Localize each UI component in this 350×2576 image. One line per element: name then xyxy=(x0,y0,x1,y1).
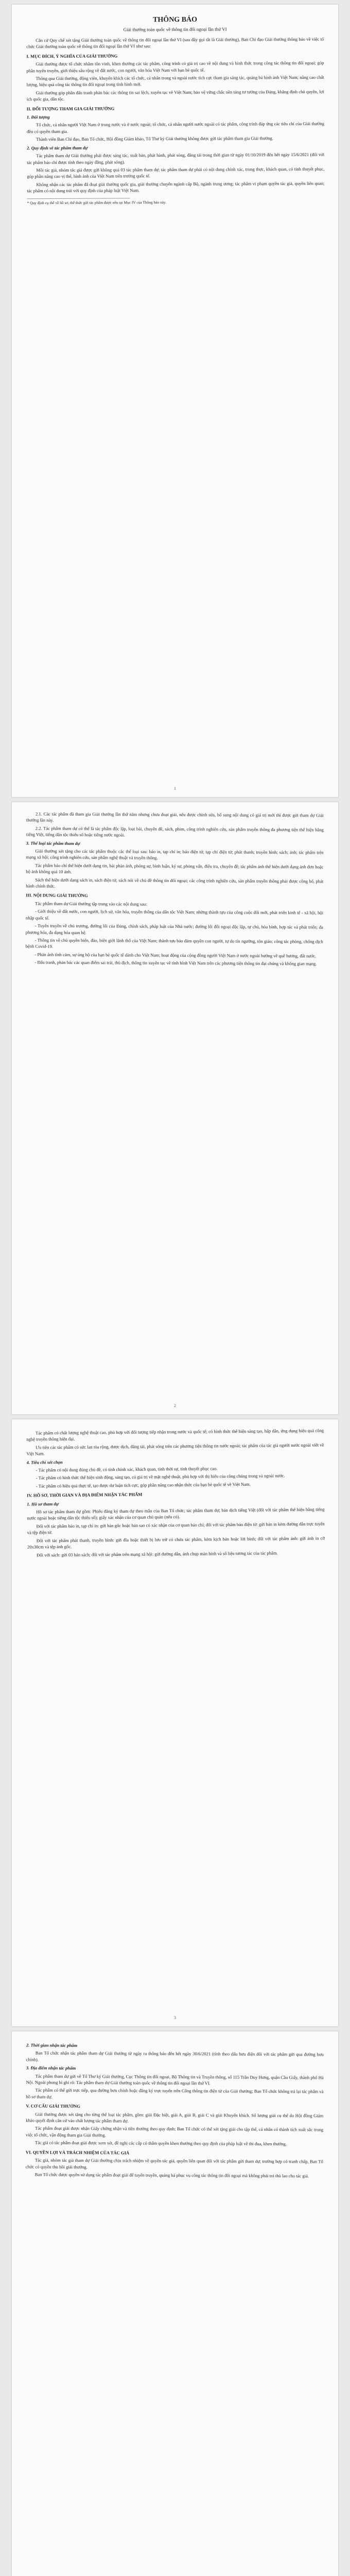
section-heading: II. ĐỐI TƯỢNG THAM GIA GIẢI THƯỞNG xyxy=(26,106,115,111)
page-1-content xyxy=(26,14,325,206)
paragraph: 2.1. Các tác phẩm đã tham gia Giải thưởng lần thứ năm nhưng chưa đoạt giải, nếu được chỉnh sửa, bổ sung nội dung có giá trị mới thì được gửi tham dự Giải thưởng lần này. xyxy=(26,811,324,823)
paragraph: Đối với sách: gửi 03 bản sách; đối với tác phẩm trên mạng xã hội: gửi đường dẫn, ảnh chụp màn hình và số liệu tương tác của tác phẩm. xyxy=(37,1550,278,1557)
document-subtitle: Giải thưởng toàn quốc về thông tin đối ngoại lần thứ VI xyxy=(123,26,227,32)
section-heading: III. NỘI DUNG GIẢI THƯỞNG xyxy=(26,892,88,899)
paragraph: Thông qua Giải thưởng, động viên, khuyến khích các tổ chức, cá nhân trong và ngoài nước tích cực tham gia sáng tác, quảng bá hình ảnh Việt Nam; nâng cao chất lượng, hiệu quả công tác thông tin đối ngoại trong tình hình mới. xyxy=(26,74,324,88)
paragraph: Giải thưởng được tổ chức nhằm tôn vinh, khen thưởng các tác phẩm, công trình có giá trị cao về nội dung và hình thức trong công tác thông tin đối ngoại; góp phần tuyên truyền, giới thiệu sâu rộng về đất nước, con người, văn hóa Việt Nam với bạn bè quốc tế. xyxy=(26,60,324,73)
paragraph: Thành viên Ban Chỉ đạo, Ban Tổ chức, Hội đồng Giám khảo, Tổ Thư ký Giải thưởng không được gửi tác phẩm tham gia Giải thưởng. xyxy=(36,135,274,142)
paragraph: - Phản ánh tình cảm, sự ủng hộ của bạn bè quốc tế dành cho Việt Nam; hoạt động của cộng đồng người Việt Nam ở nước ngoài hướng về quê hương, đất nước. xyxy=(34,952,317,959)
paragraph: Giải thưởng xét tặng cho các tác phẩm thuộc các thể loại sau: báo in, tạp chí in; báo điện tử, tạp chí điện tử; phát thanh; truyền hình; sách; ảnh; tác phẩm trên mạng xã hội; công trình nghiên cứu, sản phẩm nghệ thuật và truyền thông. xyxy=(26,848,324,861)
page-number: 1 xyxy=(174,786,176,791)
subsection-heading: 1. Hồ sơ tham dự xyxy=(27,1501,59,1507)
paragraph: Tác phẩm tham dự Giải thưởng tập trung vào các nội dung sau: xyxy=(35,901,147,907)
paragraph: Ban Tổ chức nhận tác phẩm tham dự Giải thưởng từ ngày ra thông báo đến hết ngày 30/6/2021 (tính theo dấu bưu điện đối với tác phẩm gửi qua đường bưu chính). xyxy=(26,2050,324,2062)
page-number: 2 xyxy=(174,1403,176,1408)
page-4-content xyxy=(26,2042,324,2179)
paragraph: Tổ chức, cá nhân người Việt Nam ở trong nước và ở nước ngoài; tổ chức, cá nhân người nước ngoài có tác phẩm, công trình đáp ứng các tiêu chí của Giải thưởng đều có quyền tham gia. xyxy=(26,121,324,134)
subsection-heading: 3. Thể loại tác phẩm tham dự xyxy=(26,840,80,846)
page-3-content xyxy=(26,1427,325,1558)
paragraph: - Tác phẩm có nội dung đúng chủ đề, có tính chính xác, khách quan, tính thời sự, tính thuyết phục cao. xyxy=(36,1466,218,1473)
paragraph: Ưu tiên các tác phẩm có sức lan tỏa rộng, được dịch, đăng tải, phát sóng trên các phương tiện thông tin nước ngoài; tác phẩm của tác giả người nước ngoài viết về Việt Nam. xyxy=(26,1442,324,1456)
paragraph: Tác giả, nhóm tác giả tham dự Giải thưởng chịu trách nhiệm về quyền tác giả, quyền liên quan đối với tác phẩm gửi tham dự; trường hợp có tranh chấp, Ban Tổ chức có quyền thu hồi giải thưởng. xyxy=(25,2157,323,2170)
page-2-body xyxy=(25,810,324,967)
page-4 xyxy=(11,2031,339,2576)
paragraph: Tác giả có tác phẩm đoạt giải được xem xét, đề nghị các cấp có thẩm quyền khen thưởng theo quy định của pháp luật về thi đua, khen thưởng. xyxy=(34,2140,287,2147)
page-3-body xyxy=(26,1427,325,1558)
paragraph: Giải thưởng góp phần đấu tranh phản bác các thông tin sai lệch, xuyên tạc về Việt Nam; bảo vệ vững chắc nền tảng tư tưởng của Đảng, khẳng định chủ quyền, lợi ích quốc gia, dân tộc. xyxy=(26,89,324,102)
section-heading: V. CƠ CẤU GIẢI THƯỞNG xyxy=(26,2103,80,2109)
paragraph: Hồ sơ tác phẩm tham dự gồm: Phiếu đăng ký tham dự theo mẫu của Ban Tổ chức; tác phẩm tham dự; bản dịch tiếng Việt (đối với tác phẩm thể hiện bằng tiếng nước ngoài hoặc tiếng dân tộc thiểu số); giấy xác nhận của cơ quan chủ quản (nếu có). xyxy=(27,1506,325,1521)
paragraph: - Tuyên truyền về chủ trương, đường lối của Đảng, chính sách, pháp luật của Nhà nước; đường lối đối ngoại độc lập, tự chủ, hòa bình, hợp tác và phát triển; đa phương hóa, đa dạng hóa quan hệ. xyxy=(25,923,323,935)
paragraph: 2.2. Tác phẩm tham dự có thể là tác phẩm độc lập, loạt bài, chuyên đề, sách, phim, công trình nghiên cứu, sản phẩm truyền thông đa phương tiện thể hiện bằng tiếng Việt, tiếng dân tộc thiểu số hoặc tiếng nước ngoài. xyxy=(26,825,324,838)
paragraph: Mỗi tác giả, nhóm tác giả được gửi không quá 03 tác phẩm tham dự; tác phẩm tham dự phải có nội dung chính xác, trung thực, khách quan, có tính thuyết phục, góp phần nâng cao vị thế, hình ảnh của Việt Nam trên trường quốc tế. xyxy=(27,166,325,179)
page-1 xyxy=(11,4,339,798)
paragraph: - Giới thiệu về đất nước, con người, lịch sử, văn hóa, truyền thống của dân tộc Việt Nam; những thành tựu của công cuộc đổi mới, phát triển kinh tế - xã hội, hội nhập quốc tế. xyxy=(25,908,323,921)
paragraph: Căn cứ Quy chế xét tặng Giải thưởng toàn quốc về thông tin đối ngoại lần thứ VI (sau đây gọi tắt là Giải thưởng), Ban Chỉ đạo Giải thưởng thông báo về việc tổ chức Giải thưởng toàn quốc về thông tin đối ngoại lần thứ VI như sau: xyxy=(26,36,324,49)
paragraph: Ban Tổ chức được quyền sử dụng tác phẩm đoạt giải để tuyên truyền, quảng bá phục vụ công tác thông tin đối ngoại mà không phải trả thù lao cho tác giả. xyxy=(34,2172,309,2179)
subsection-heading: 3. Địa điểm nhận tác phẩm xyxy=(26,2065,76,2071)
footnote: * Quy định cụ thể về hồ sơ, thể thức gửi tác phẩm được nêu tại Mục IV của Thông báo này. xyxy=(27,199,167,205)
document-title: THÔNG BÁO xyxy=(153,15,198,24)
paragraph: Tác phẩm báo chí thể hiện dưới dạng tin, bài phản ánh, phóng sự, bình luận, ký sự, phỏng vấn, điều tra, chuyên đề; tác phẩm ảnh thể hiện dưới dạng ảnh đơn hoặc bộ ảnh không quá 10 ảnh. xyxy=(26,862,324,875)
section-heading: VI. QUYỀN LỢI VÀ TRÁCH NHIỆM CỦA TÁC GIẢ xyxy=(25,2149,130,2156)
paragraph: Tác phẩm đoạt giải được nhận Giấy chứng nhận và tiền thưởng theo quy định; Ban Tổ chức có thể xét tặng giải cho tập thể, cá nhân có thành tích xuất sắc trong việc tổ chức, vận động tham gia Giải thưởng. xyxy=(26,2126,324,2138)
section-heading: IV. HỒ SƠ, THỜI GIAN VÀ ĐỊA ĐIỂM NHẬN TÁC PHẨM xyxy=(27,1492,143,1498)
page-1-body xyxy=(26,36,324,206)
page-3 xyxy=(11,1419,339,2027)
page-2-content xyxy=(25,810,324,967)
paragraph: - Tác phẩm có hình thức thể hiện sinh động, sáng tạo, có giá trị về mặt nghệ thuật, phù hợp với thị hiếu của công chúng trong và ngoài nước. xyxy=(36,1473,285,1481)
subsection-heading: 2. Thời gian nhận tác phẩm xyxy=(26,2042,78,2048)
paragraph: Sách thể hiện dưới dạng sách in, sách điện tử, sách nói về chủ đề thông tin đối ngoại; các công trình nghiên cứu, sản phẩm truyền thông phải được công bố, phát hành chính thức. xyxy=(26,877,324,889)
paragraph: Tác phẩm tham dự gửi về Tổ Thư ký Giải thưởng, Cục Thông tin đối ngoại, Bộ Thông tin và Truyền thông, số 115 Trần Duy Hưng, quận Cầu Giấy, thành phố Hà Nội. Ngoài phong bì ghi rõ: Tác phẩm tham dự Giải thưởng toàn quốc về thông tin đối ngoại lần thứ VI. xyxy=(26,2073,324,2086)
paragraph: Không nhận các tác phẩm đã đoạt giải thưởng quốc gia, giải thưởng chuyên ngành cấp Bộ, ngành trung ương; tác phẩm vi phạm quyền tác giả, quyền liên quan; tác phẩm có nội dung trái với quy định của pháp luật Việt Nam. xyxy=(27,180,325,194)
paragraph: Tác phẩm tham dự Giải thưởng phải được sáng tác, xuất bản, phát hành, phát sóng, đăng tải trong thời gian từ ngày 01/10/2019 đến hết ngày 15/6/2021 (đối với tác phẩm báo chí được tính theo ngày đăng, phát sóng). xyxy=(27,151,325,165)
paragraph: Đối với tác phẩm phát thanh, truyền hình: gửi đĩa hoặc thiết bị lưu trữ có chứa tác phẩm, kèm kịch bản hoặc lời bình; đối với tác phẩm ảnh: gửi ảnh in cỡ 20x30cm và tệp ảnh gốc. xyxy=(27,1535,325,1550)
section-heading: I. MỤC ĐÍCH, Ý NGHĨA CỦA GIẢI THƯỞNG xyxy=(26,53,118,59)
page-2 xyxy=(11,802,339,1415)
paragraph: Tác phẩm có thể gửi trực tiếp, qua đường bưu chính hoặc đăng ký trực tuyến trên Cổng thông tin điện tử của Giải thưởng; Ban Tổ chức không trả lại tác phẩm và hồ sơ tham dự. xyxy=(26,2088,324,2099)
paragraph: - Đấu tranh, phản bác các quan điểm sai trái, thù địch, thông tin xuyên tạc về tình hình Việt Nam trên các phương tiện thông tin đại chúng và không gian mạng. xyxy=(34,959,317,967)
footnote-rule xyxy=(27,198,130,199)
paragraph: - Thông tin về chủ quyền biển, đảo, biên giới lãnh thổ của Việt Nam; thành tựu bảo đảm quyền con người, tự do tín ngưỡng, tôn giáo; công tác phòng, chống dịch bệnh Covid-19. xyxy=(25,937,323,950)
paragraph: Đối với tác phẩm báo in, tạp chí in: gửi bản gốc hoặc bản sao có xác nhận của cơ quan báo chí; đối với tác phẩm báo điện tử: gửi bản in kèm đường dẫn trực tuyến và tệp điện tử. xyxy=(27,1521,325,1535)
subsection-heading: 1. Đối tượng xyxy=(26,114,50,120)
paragraph: - Tác phẩm có hiệu quả thực tế, tạo được dư luận tích cực, góp phần nâng cao nhận thức của bạn bè quốc tế về Việt Nam. xyxy=(36,1481,251,1489)
subsection-heading: 2. Quy định về tác phẩm tham dự xyxy=(27,145,88,150)
subsection-heading: 4. Tiêu chí xét chọn xyxy=(26,1459,63,1465)
page-4-body xyxy=(26,2042,324,2179)
paragraph: Giải thưởng được xét tặng cho từng thể loại tác phẩm, gồm: giải Đặc biệt, giải A, giải B, giải C và giải Khuyến khích. Số lượng giải cụ thể do Hội đồng Giám khảo quyết định căn cứ vào chất lượng tác phẩm tham dự. xyxy=(26,2111,324,2124)
paragraph: Tác phẩm có chất lượng nghệ thuật cao, phù hợp với đối tượng tiếp nhận trong nước và quốc tế; có hình thức thể hiện sáng tạo, hấp dẫn, ứng dụng hiệu quả công nghệ truyền thông hiện đại. xyxy=(26,1428,324,1442)
page-number: 3 xyxy=(174,2015,176,2020)
